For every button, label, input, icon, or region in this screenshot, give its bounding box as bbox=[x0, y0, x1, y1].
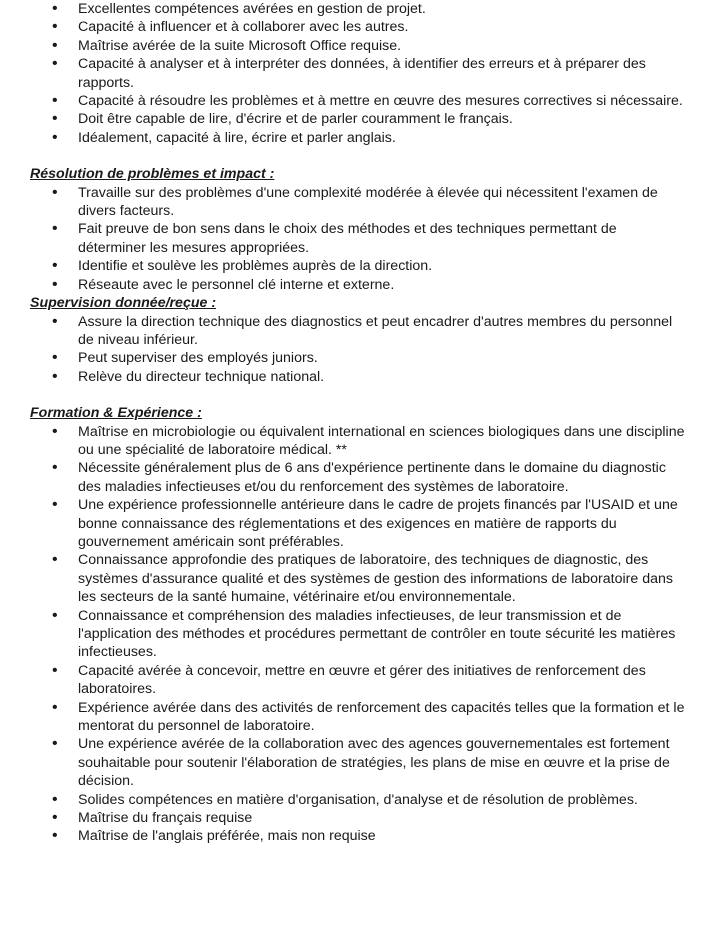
list-item: • Connaissance approfondie des pratiques de laboratoire, des techniques de diagnostic, des systèmes d'assurance qualité et des systèmes de gestion des informations de laboratoire dans les secteurs de la santé humaine, vétérinaire et/ou environnementale. bbox=[0, 551, 711, 606]
section-heading-education-experience: Formation & Expérience : bbox=[30, 405, 202, 422]
list-item: • Fait preuve de bon sens dans le choix des méthodes et des techniques permettant de déterminer les mesures appropriées. bbox=[0, 220, 711, 257]
list-item: • Relève du directeur technique national. bbox=[0, 368, 711, 386]
section-heading-problem-solving: Résolution de problèmes et impact : bbox=[30, 166, 275, 183]
list-item: • Capacité à analyser et à interpréter des données, à identifier des erreurs et à préparer des rapports. bbox=[0, 55, 711, 92]
supervision-list bbox=[0, 313, 711, 387]
list-item: • Excellentes compétences avérées en gestion de projet. bbox=[0, 0, 711, 18]
list-item: • Capacité à influencer et à collaborer avec les autres. bbox=[0, 18, 711, 36]
list-item: • Expérience avérée dans des activités de renforcement des capacités telles que la formation et le mentorat du personnel de laboratoire. bbox=[0, 699, 711, 736]
education-experience-list bbox=[0, 423, 711, 846]
list-item: • Maîtrise de l'anglais préférée, mais non requise bbox=[0, 827, 711, 845]
list-item: • Connaissance et compréhension des maladies infectieuses, de leur transmission et de l'application des méthodes et procédures permettant de contrôler en toute sécurité les matières infectieuses. bbox=[0, 607, 711, 662]
list-item: • Solides compétences en matière d'organisation, d'analyse et de résolution de problèmes. bbox=[0, 791, 711, 809]
list-item: • Identifie et soulève les problèmes auprès de la direction. bbox=[0, 257, 711, 275]
list-item: • Capacité à résoudre les problèmes et à mettre en œuvre des mesures correctives si nécessaire. bbox=[0, 92, 711, 110]
list-item: • Maîtrise en microbiologie ou équivalent international en sciences biologiques dans une discipline ou une spécialité de laboratoire médical. ** bbox=[0, 423, 711, 460]
list-item: • Une expérience professionnelle antérieure dans le cadre de projets financés par l'USAID et une bonne connaissance des réglementations et des exigences en matière de rapports du gouvernement américain sont préférables. bbox=[0, 496, 711, 551]
list-item: • Idéalement, capacité à lire, écrire et parler anglais. bbox=[0, 129, 711, 147]
list-item: • Réseaute avec le personnel clé interne et externe. bbox=[0, 276, 711, 294]
problem-solving-list bbox=[0, 184, 711, 294]
list-item: • Peut superviser des employés juniors. bbox=[0, 349, 711, 367]
list-item: • Capacité avérée à concevoir, mettre en œuvre et gérer des initiatives de renforcement des laboratoires. bbox=[0, 662, 711, 699]
list-item: • Maîtrise du français requise bbox=[0, 809, 711, 827]
skills-list bbox=[0, 0, 711, 147]
list-item: • Doit être capable de lire, d'écrire et de parler couramment le français. bbox=[0, 110, 711, 128]
list-item: • Une expérience avérée de la collaboration avec des agences gouvernementales est fortement souhaitable pour soutenir l'élaboration de stratégies, les plans de mise en œuvre et la prise de décision. bbox=[0, 735, 711, 790]
section-heading-supervision: Supervision donnée/reçue : bbox=[30, 295, 217, 312]
list-item: • Assure la direction technique des diagnostics et peut encadrer d'autres membres du personnel de niveau inférieur. bbox=[0, 313, 711, 350]
list-item: • Travaille sur des problèmes d'une complexité modérée à élevée qui nécessitent l'examen de divers facteurs. bbox=[0, 184, 711, 221]
list-item: • Nécessite généralement plus de 6 ans d'expérience pertinente dans le domaine du diagnostic des maladies infectieuses et/ou du renforcement des systèmes de laboratoire. bbox=[0, 459, 711, 496]
list-item: • Maîtrise avérée de la suite Microsoft Office requise. bbox=[0, 37, 711, 55]
